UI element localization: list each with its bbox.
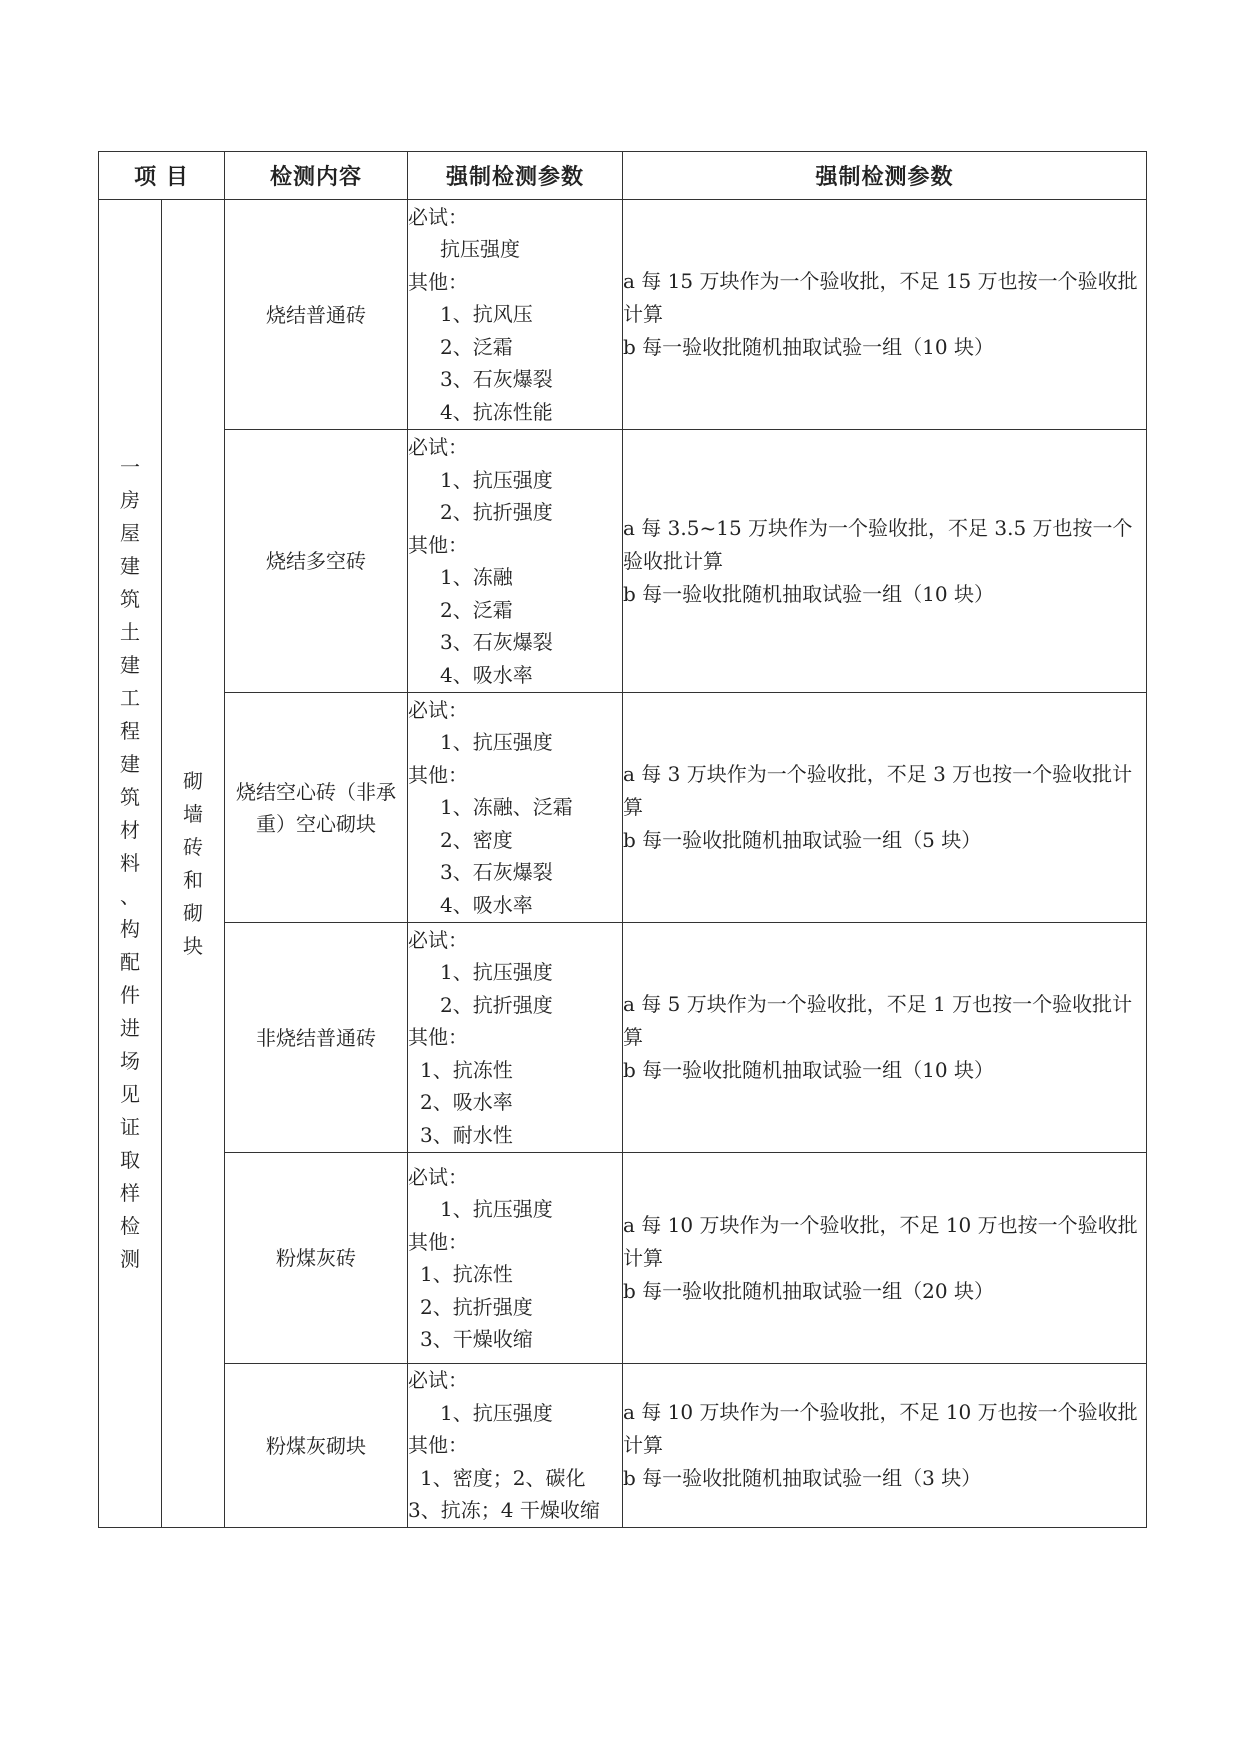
params-line: 其他： [408,1433,469,1458]
params-line: 必试： [408,927,469,952]
table-row [99,1153,1147,1364]
rule-line: b 每一验收批随机抽取试验一组（5 块） [623,828,982,852]
params-line: 3、抗冻；4 干燥收缩 [408,1498,600,1523]
category-char: 建 [120,752,140,776]
category-char: 筑 [120,587,140,611]
header-params: 强制检测参数 [408,152,623,200]
params-line: 1、抗冻性 [420,1262,513,1286]
params-cell [408,200,623,430]
item-name: 烧结普通砖 [225,200,408,430]
rule-line: a 每 3 万块作为一个验收批，不足 3 万也按一个验收批计算 [623,762,1133,819]
category-level1-text [99,451,161,1276]
header-content: 检测内容 [225,152,408,200]
params-line: 必试： [408,1368,469,1393]
category-char: 屋 [120,521,140,545]
category-char: 料 [120,851,140,875]
category-char: 件 [120,983,140,1007]
table-row [99,430,1147,693]
category-char: 程 [120,719,140,743]
category-level2-cell [162,200,225,1528]
params-line: 2、泛霜 [440,334,513,359]
params-line: 必试： [408,1164,469,1189]
params-line: 3、干燥收缩 [420,1327,533,1351]
category-char: 样 [120,1181,140,1205]
params-line: 4、抗冻性能 [440,399,553,424]
params-line: 其他： [408,269,469,294]
params-line: 3、石灰爆裂 [440,367,553,392]
params-line: 其他： [408,1229,469,1254]
params-cell [408,923,623,1153]
item-name: 粉煤灰砌块 [225,1364,408,1528]
category-char: 测 [120,1247,140,1271]
params-line: 抗压强度 [440,237,521,262]
category-char: 建 [120,554,140,578]
category-char: 砌 [183,900,203,925]
params-line: 必试： [408,204,469,229]
rule-line: b 每一验收批随机抽取试验一组（10 块） [623,581,994,606]
params-line: 2、抗折强度 [420,1294,533,1319]
params-line: 2、密度 [440,827,513,852]
category-char: 和 [183,867,203,892]
rule-line: a 每 3.5~15 万块作为一个验收批，不足 3.5 万也按一个验收批计算 [623,515,1133,573]
params-line: 必试： [408,697,469,722]
params-line: 3、石灰爆裂 [440,630,553,654]
table-body [99,200,1147,1528]
params-line: 其他： [408,762,469,787]
table-row [99,923,1147,1153]
params-line: 1、冻融 [440,565,513,589]
params-line: 4、吸水率 [440,662,533,687]
params-cell [408,1364,623,1528]
category-char: 进 [120,1016,140,1040]
header-row [99,152,1147,200]
category-char: 检 [120,1214,140,1238]
category-char: 砖 [183,834,203,859]
rule-line: a 每 10 万块作为一个验收批，不足 10 万也按一个验收批计算 [623,1212,1138,1270]
params-cell [408,693,623,923]
rules-cell [623,430,1147,693]
params-line: 1、抗压强度 [440,467,553,492]
params-line: 1、密度；2、碳化 [420,1465,586,1490]
rules-cell [623,1364,1147,1528]
category-level2-text [162,765,224,963]
table-row [99,1364,1147,1528]
params-line: 1、抗压强度 [440,1197,553,1221]
item-name: 非烧结普通砖 [225,923,408,1153]
params-line: 4、吸水率 [440,892,533,917]
category-char: 建 [120,653,140,677]
table-row [99,200,1147,430]
params-line: 3、耐水性 [420,1122,513,1147]
header-project: 项 目 [99,152,225,200]
category-char: 场 [120,1049,140,1073]
item-name: 粉煤灰砖 [225,1153,408,1364]
category-char: 砌 [183,768,203,793]
params-line: 其他： [408,1025,469,1050]
item-name: 烧结多空砖 [225,430,408,693]
header-params-2: 强制检测参数 [623,152,1147,200]
category-char: 房 [120,488,140,512]
category-char: 见 [120,1082,140,1106]
params-line: 3、石灰爆裂 [440,860,553,885]
params-cell [408,1153,623,1364]
rule-line: a 每 15 万块作为一个验收批，不足 15 万也按一个验收批计算 [623,269,1138,326]
rules-cell [623,1153,1147,1364]
category-char: 配 [120,950,140,974]
category-char: 块 [183,933,203,958]
category-char: 工 [120,686,140,710]
rules-cell [623,693,1147,923]
rule-line: b 每一验收批随机抽取试验一组（20 块） [623,1278,994,1303]
params-line: 1、冻融、泛霜 [440,795,573,820]
params-line: 必试： [408,435,469,459]
rule-line: b 每一验收批随机抽取试验一组（3 块） [623,1466,982,1490]
params-line: 2、泛霜 [440,597,513,622]
category-char: 取 [120,1148,140,1172]
params-line: 其他： [408,532,469,557]
params-line: 1、抗压强度 [440,1400,553,1425]
category-level1-cell [99,200,162,1528]
rules-cell [623,200,1147,430]
params-cell [408,430,623,693]
rule-line: b 每一验收批随机抽取试验一组（10 块） [623,335,994,359]
params-line: 2、抗折强度 [440,500,553,524]
category-char: 墙 [183,801,203,826]
rule-line: b 每一验收批随机抽取试验一组（10 块） [623,1058,994,1082]
category-char: 一 [120,455,140,479]
params-line: 1、抗冻性 [420,1057,513,1082]
table-row [99,693,1147,923]
params-line: 1、抗压强度 [440,960,553,985]
rule-line: a 每 10 万块作为一个验收批，不足 10 万也按一个验收批计算 [623,1400,1138,1457]
category-char: 土 [120,620,140,644]
inspection-table [98,151,1147,1528]
category-char: 筑 [120,785,140,809]
params-line: 2、吸水率 [420,1090,513,1115]
category-char: 材 [120,818,140,842]
category-char: 证 [120,1115,140,1139]
category-char: 构 [120,917,140,941]
params-line: 2、抗折强度 [440,992,553,1017]
category-char: 、 [120,884,140,908]
rules-cell [623,923,1147,1153]
item-name: 烧结空心砖（非承重）空心砌块 [225,693,408,923]
rule-line: a 每 5 万块作为一个验收批，不足 1 万也按一个验收批计算 [623,992,1133,1049]
params-line: 1、抗风压 [440,302,533,327]
params-line: 1、抗压强度 [440,730,553,755]
